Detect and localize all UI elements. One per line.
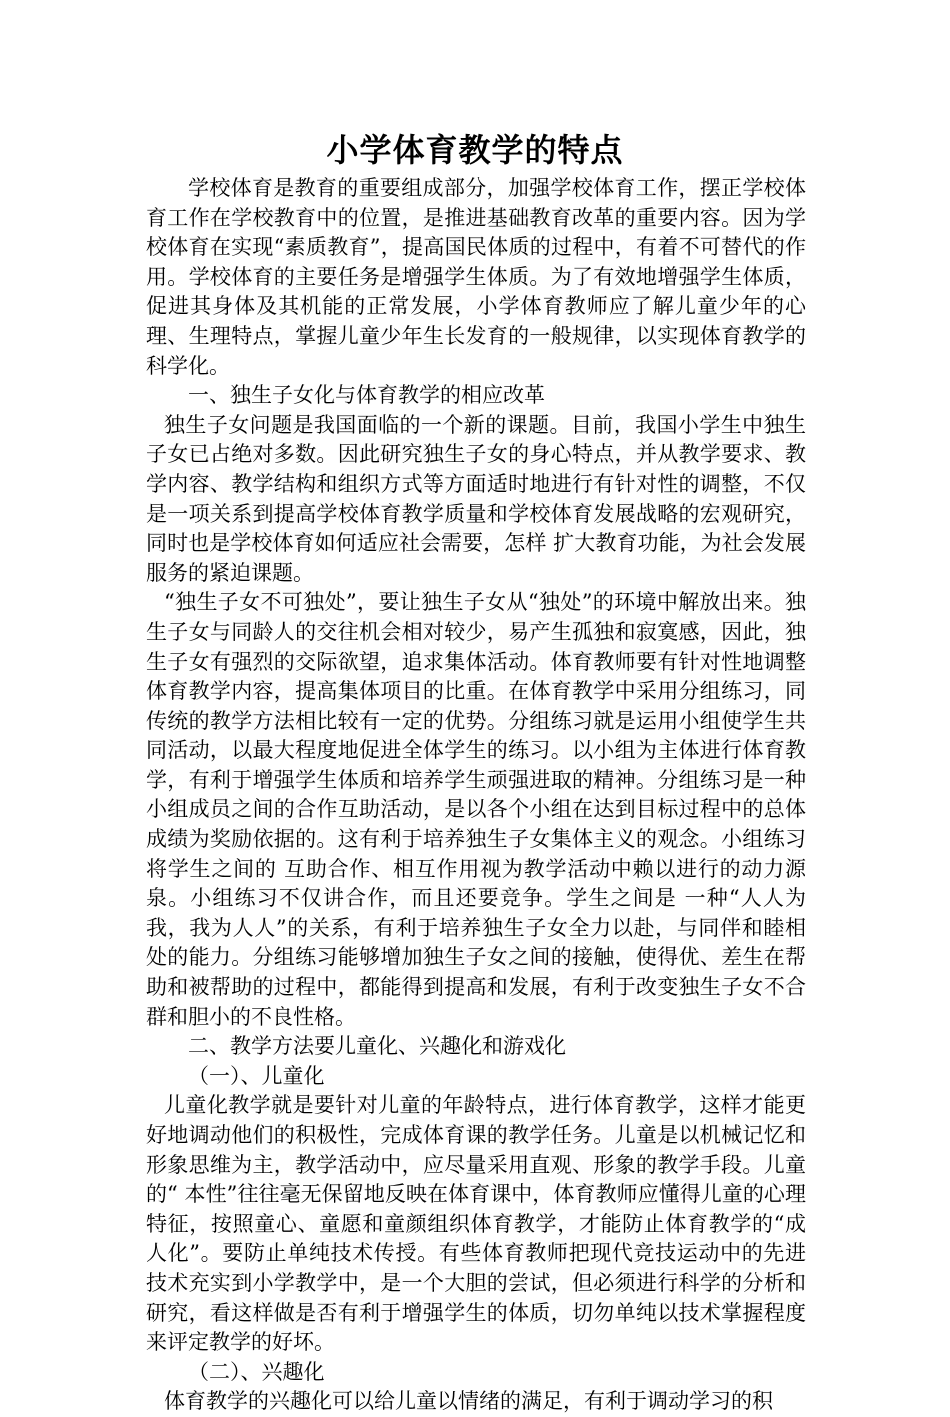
- paragraph-only-child-topic: 独生子女问题是我国面临的一个新的课题。目前，我国小学生中独生子女已占绝对多数。因此研究独生子女的身心特点，并从教学要求、教学内容、教学结构和组织方式等方面适时地进行有针对性的调整，不仅是一项关系到提高学校体育教学质量和学校体育发展战略的宏观研究，同时也是学校体育如何适应社会需要，怎样 扩大教育功能，为社会发展服务的紧迫课题。: [146, 412, 806, 585]
- section-heading-1: 一、独生子女化与体育教学的相应改革: [188, 383, 545, 408]
- paragraph-group-practice: “独生子女不可独处”，要让独生子女从“独处”的环境中解放出来。独生子女与同龄人的交往机会相对较少，易产生孤独和寂寞感，因此，独生子女有强烈的交际欲望，追求集体活动。体育教师要有针对性地调整体育教学内容，提高集体项目的比重。在体育教学中采用分组练习，同传统的教学方法相比较有一定的优势。分组练习就是运用小组使学生共同活动，以最大程度地促进全体学生的练习。以小组为主体进行体育教学，有利于增强学生体质和培养学生顽强进取的精神。分组练习是一种小组成员之间的合作互助活动，是以各个小组在达到目标过程中的总体成绩为奖励依据的。这有利于培养独生子女集体主义的观念。小组练习将学生之间的 互助合作、相互作用视为教学活动中赖以进行的动力源泉。小组练习不仅讲合作，而且还要竞争。学生之间是 一种“人人为我，我为人人”的关系，有利于培养独生子女全力以赴，与同伴和睦相处的能力。分组练习能够增加独生子女之间的接触，使得优、差生在帮助和被帮助的过程中，都能得到提高和发展，有利于改变独生子女不合群和胆小的不良性格。: [146, 590, 806, 1029]
- document-body: [146, 174, 806, 1417]
- document-title: 小学体育教学的特点: [326, 131, 624, 169]
- paragraph-child-oriented: 儿童化教学就是要针对儿童的年龄特点，进行体育教学，这样才能更好地调动他们的积极性，完成体育课的教学任务。儿童是以机械记忆和形象思维为主，教学活动中，应尽量采用直观、形象的教学手段。儿童的“ 本性”往往毫无保留地反映在体育课中，体育教师应懂得儿童的心理特征，按照童心、童愿和童颜组织体育教学，才能防止体育教学的“成人化”。要防止单纯技术传授。有些体育教师把现代竞技运动中的先进技术充实到小学教学中，是一个大胆的尝试，但必须进行科学的分析和研究，看这样做是否有利于增强学生的体质，切勿单纯以技术掌握程度来评定教学的好坏。: [146, 1093, 806, 1355]
- section-heading-2: 二、教学方法要儿童化、兴趣化和游戏化: [188, 1034, 566, 1059]
- subsection-heading-2: （二）、兴趣化: [188, 1359, 325, 1384]
- subsection-heading-1: （一）、儿童化: [188, 1063, 325, 1088]
- paragraph-interest-oriented: 体育教学的兴趣化可以给儿童以情绪的满足，有利于调动学习的积: [164, 1389, 773, 1414]
- paragraph-intro: 学校体育是教育的重要组成部分，加强学校体育工作，摆正学校体育工作在学校教育中的位置，是推进基础教育改革的重要内容。因为学校体育在实现“素质教育”，提高国民体质的过程中，有着不可替代的作用。学校体育的主要任务是增强学生体质。为了有效地增强学生体质，促进其身体及其机能的正常发展，小学体育教师应了解儿童少年的心理、生理特点，掌握儿童少年生长发育的一般规律，以实现体育教学的科学化。: [146, 176, 806, 378]
